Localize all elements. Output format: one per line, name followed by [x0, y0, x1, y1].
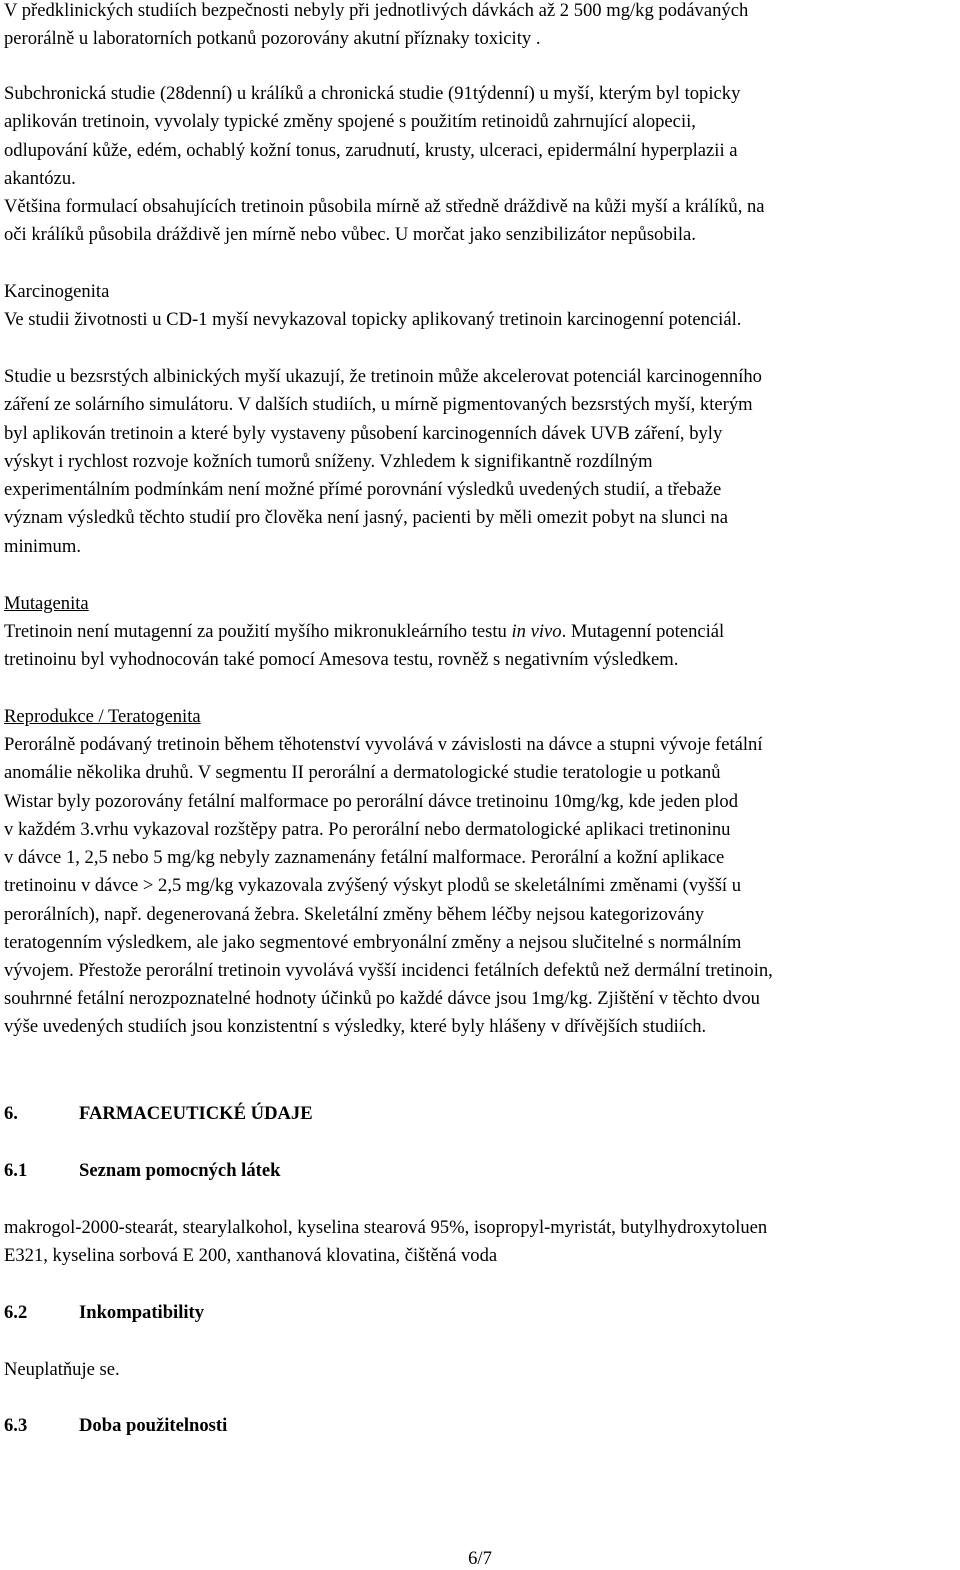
paragraph-line: Studie u bezsrstých albinických myší ukazují, že tretinoin může akcelerovat potenciál karcinogenního — [4, 366, 762, 387]
paragraph-line: v každém 3.vrhu vykazoval rozštěpy patra. Po perorální nebo dermatologické aplikaci tretinoninu — [4, 819, 731, 840]
paragraph-line: Ve studii životnosti u CD-1 myší nevykazoval topicky aplikovaný tretinoin karcinogenní potenciál. — [4, 309, 742, 330]
paragraph-line — [4, 621, 724, 643]
section-number: 6.2 — [4, 1302, 28, 1323]
paragraph-line: perorálních), např. degenerovaná žebra. Skeletální změny během léčby nejsou kategorizovány — [4, 904, 705, 925]
paragraph-line: tretinoinu byl vyhodnocován také pomocí Amesova testu, rovněž s negativním výsledkem. — [4, 649, 679, 670]
mutagenita-text-a: Tretinoin není mutagenní za použití myšího mikronukleárního testu — [4, 621, 512, 642]
paragraph-line: makrogol-2000-stearát, stearylalkohol, kyselina stearová 95%, isopropyl-myristát, butylhydroxytoluen — [4, 1217, 768, 1238]
section-title: Seznam pomocných látek — [79, 1160, 281, 1181]
paragraph-line: v dávce 1, 2,5 nebo 5 mg/kg nebyly zaznamenány fetální malformace. Perorální a kožní aplikace — [4, 847, 725, 868]
karcinogenita-heading: Karcinogenita — [4, 281, 110, 302]
paragraph-line: tretinoinu v dávce > 2,5 mg/kg vykazovala zvýšený výskyt plodů se skeletálními změnami (vyšší u — [4, 875, 742, 896]
paragraph-line: aplikován tretinoin, vyvolaly typické změny spojené s použitím retinoidů zahrnující alopecii, — [4, 111, 696, 132]
mutagenita-text-b: . Mutagenní potenciál — [561, 621, 725, 642]
paragraph-line: výše uvedených studiích jsou konzistentní s výsledky, které byly hlášeny v dřívějších studiích. — [4, 1016, 707, 1037]
paragraph-line: Perorálně podávaný tretinoin během těhotenství vyvolává v závislosti na dávce a stupni vývoje fetální — [4, 734, 763, 755]
section-6-heading — [4, 1103, 313, 1125]
paragraph-line: minimum. — [4, 536, 81, 557]
paragraph-line: Neuplatňuje se. — [4, 1359, 120, 1380]
section-number: 6.1 — [4, 1160, 28, 1181]
paragraph-line: E321, kyselina sorbová E 200, xanthanová klovatina, čištěná voda — [4, 1245, 498, 1266]
paragraph-line: odlupování kůže, edém, ochablý kožní tonus, zarudnutí, krusty, ulceraci, epidermální hyperplazii a — [4, 140, 738, 161]
paragraph-line: Subchronická studie (28denní) u králíků a chronická studie (91týdenní) u myší, kterým byl topicky — [4, 83, 741, 104]
section-number: 6. — [4, 1103, 18, 1124]
paragraph-line: akantózu. — [4, 168, 76, 189]
paragraph-line: vývojem. Přestože perorální tretinoin vyvolává vyšší incidenci fetálních defektů než dermální tretinoin, — [4, 960, 773, 981]
paragraph-line: oči králíků působila dráždivě jen mírně nebo vůbec. U morčat jako senzibilizátor nepůsobila. — [4, 224, 696, 245]
section-6-2-heading — [4, 1302, 204, 1324]
section-title: Inkompatibility — [79, 1302, 205, 1323]
page-number: 6/7 — [468, 1548, 492, 1569]
reprodukce-heading: Reprodukce / Teratogenita — [4, 706, 201, 727]
mutagenita-italic: in vivo — [511, 621, 562, 642]
paragraph-line: význam výsledků těchto studií pro člověka není jasný, pacienti by měli omezit pobyt na slunci na — [4, 507, 728, 528]
section-6-1-heading — [4, 1160, 280, 1182]
paragraph-line: Wistar byly pozorovány fetální malformace po perorální dávce tretinoinu 10mg/kg, kde jeden plod — [4, 791, 738, 812]
paragraph-line: perorálně u laboratorních potkanů pozorovány akutní příznaky toxicity . — [4, 28, 541, 49]
section-number: 6.3 — [4, 1415, 28, 1436]
paragraph-line: experimentálním podmínkám není možné přímé porovnání výsledků uvedených studií, a třebaže — [4, 479, 722, 500]
paragraph-line: záření ze solárního simulátoru. V dalších studiích, u mírně pigmentovaných bezsrstých myší, kterým — [4, 394, 753, 415]
paragraph-line: souhrnné fetální nerozpoznatelné hodnoty účinků po každé dávce jsou 1mg/kg. Zjištění v těchto dvou — [4, 988, 760, 1009]
paragraph-line: V předklinických studiích bezpečnosti nebyly při jednotlivých dávkách až 2 500 mg/kg podávaných — [4, 0, 749, 21]
paragraph-line: Většina formulací obsahujících tretinoin působila mírně až středně dráždivě na kůži myší a králíků, na — [4, 196, 765, 217]
section-6-3-heading — [4, 1415, 227, 1437]
paragraph-line: teratogenním výsledkem, ale jako segmentové embryonální změny a nejsou slučitelné s normálním — [4, 932, 742, 953]
paragraph-line: anomálie několika druhů. V segmentu II perorální a dermatologické studie teratologie u potkanů — [4, 762, 721, 783]
mutagenita-heading: Mutagenita — [4, 593, 89, 614]
section-title: FARMACEUTICKÉ ÚDAJE — [79, 1103, 313, 1124]
paragraph-line: výskyt i rychlost rozvoje kožních tumorů sníženy. Vzhledem k signifikantně rozdílným — [4, 451, 653, 472]
paragraph-line: byl aplikován tretinoin a které byly vystaveny působení karcinogenních dávek UVB záření, byly — [4, 423, 723, 444]
section-title: Doba použitelnosti — [79, 1415, 228, 1436]
